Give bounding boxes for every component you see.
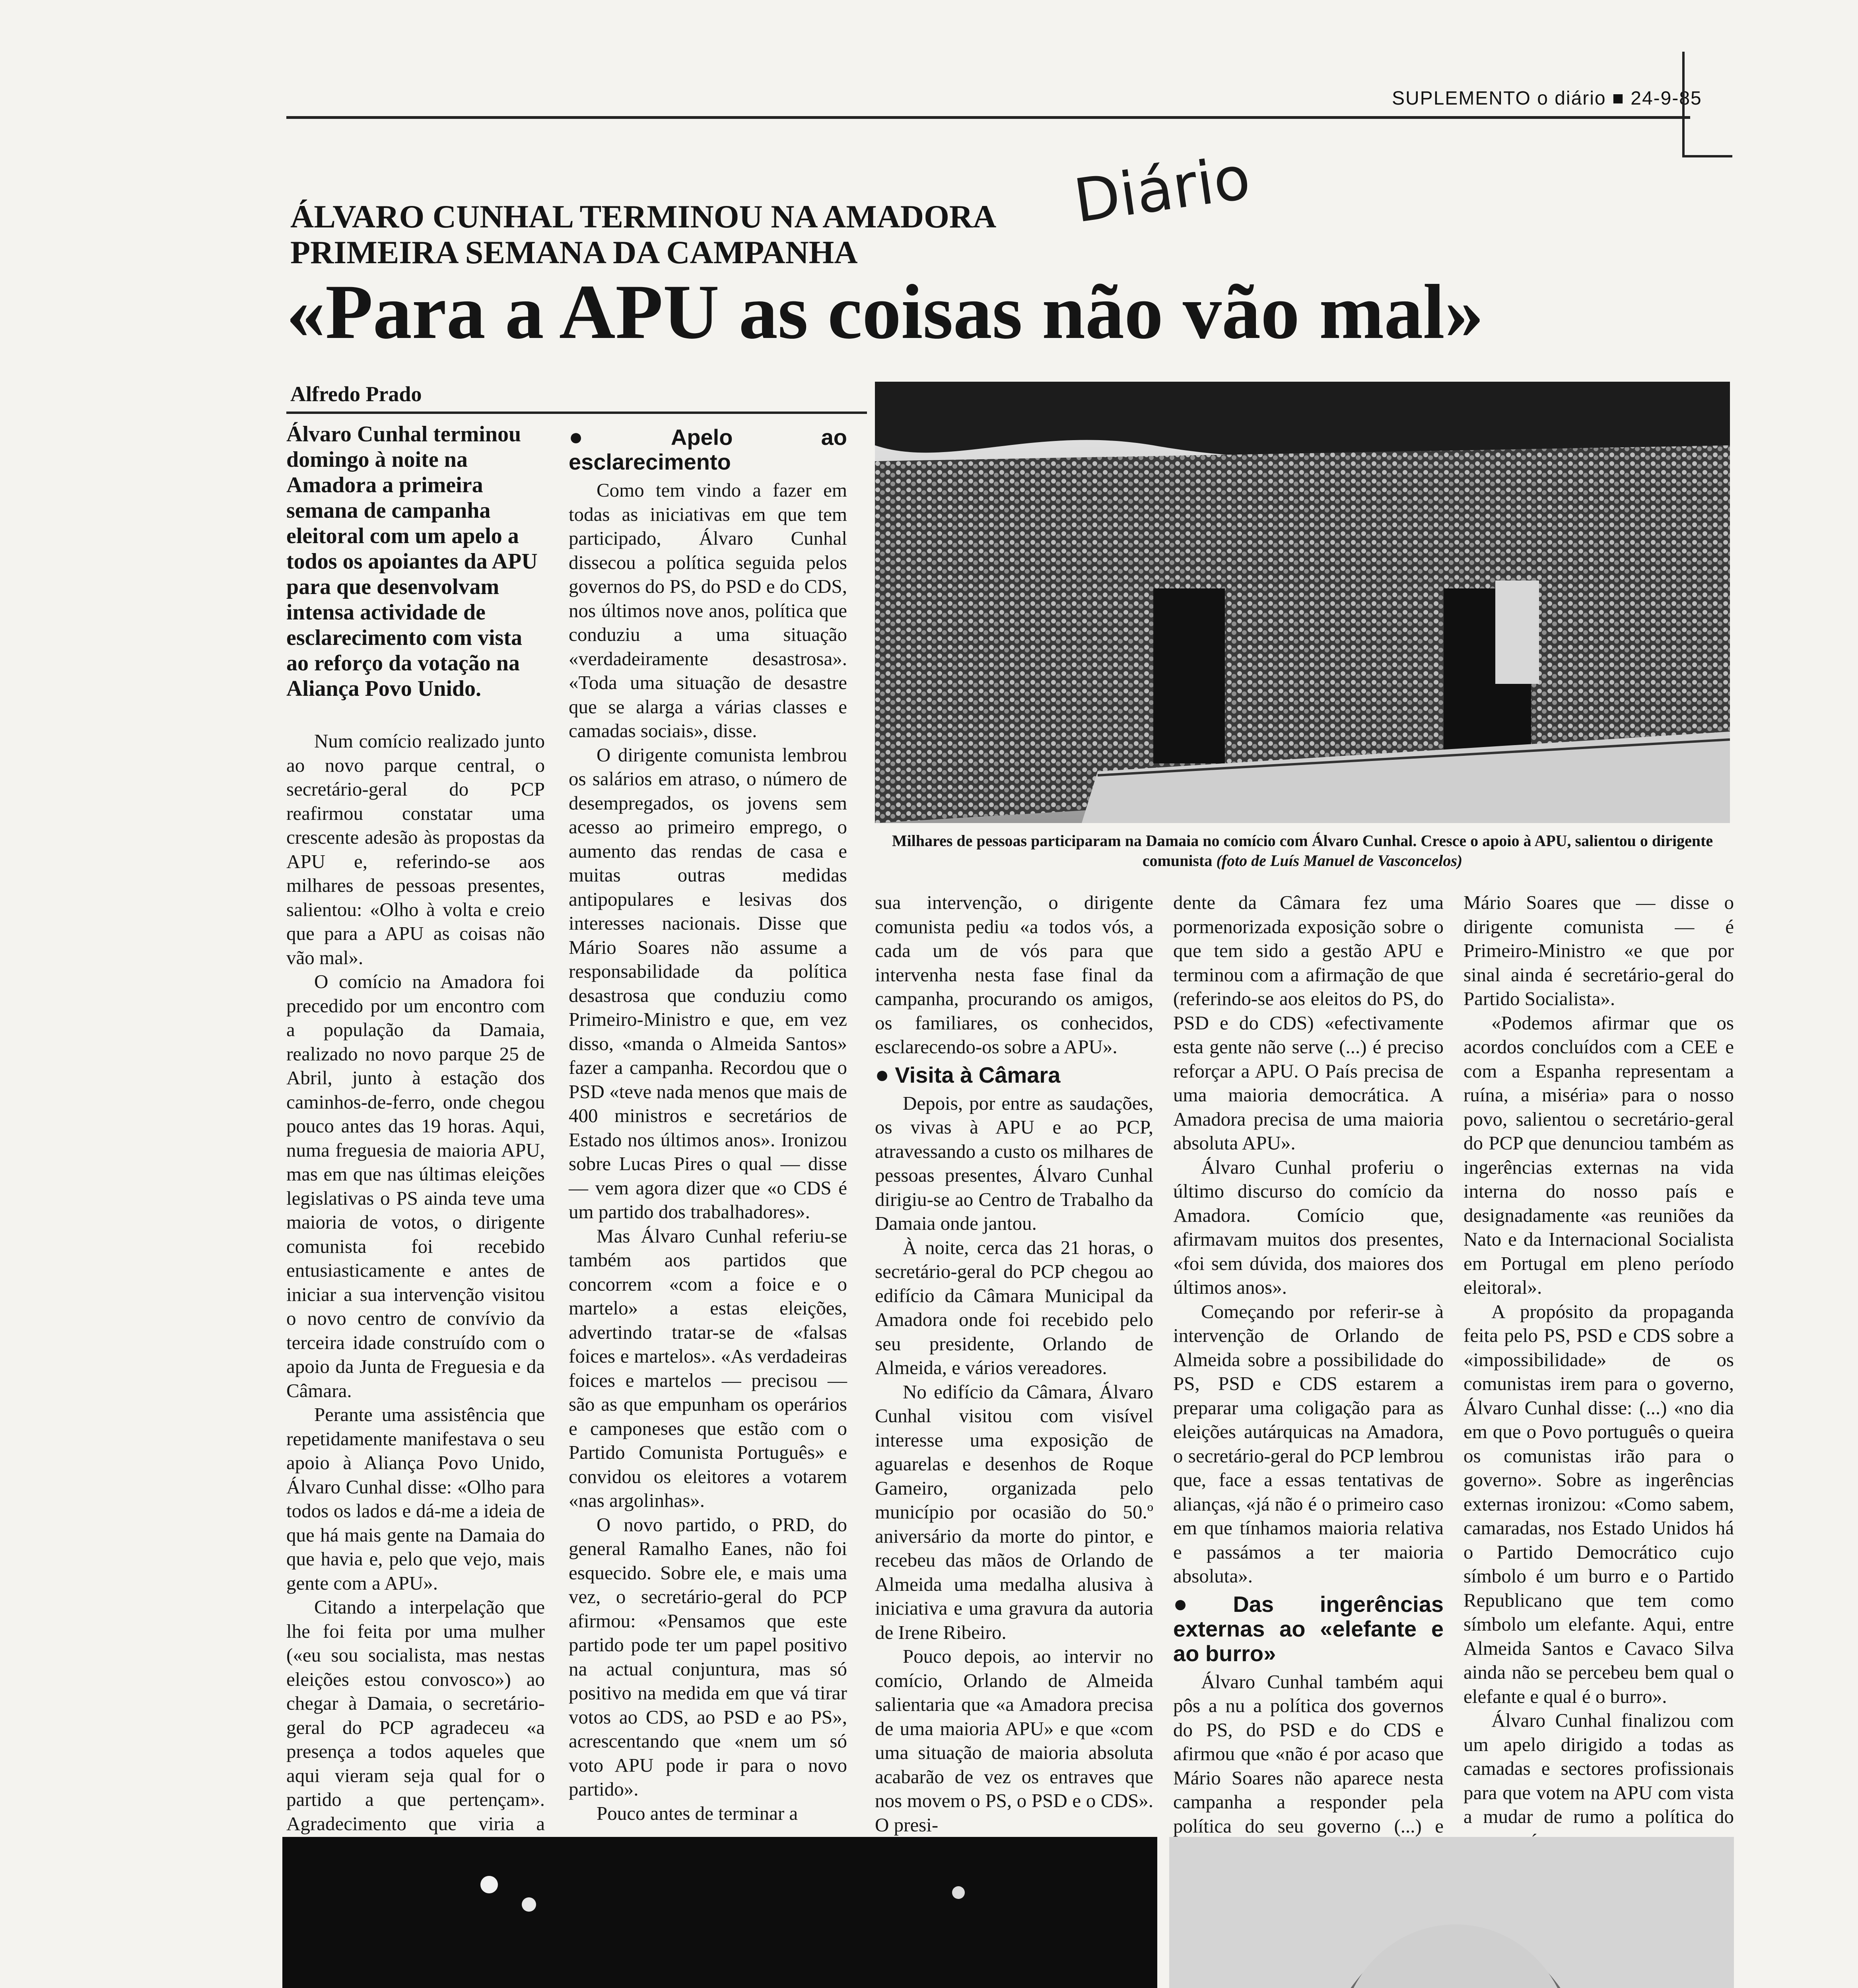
paragraph: O novo partido, o PRD, do general Ramalho Eanes, não foi esquecido. Sobre ele, e mais uma vez, o secretário-geral do PCP afirmou: «Pensamos que este partido pode ter um papel positivo na actual conjuntura, mas só positivo na medida em que vá tirar votos ao CDS, ao PSD e ao PS», acrescentando que «nem um só voto APU pode ir para o novo partido». [569, 1513, 847, 1800]
column-5 [1463, 891, 1734, 1853]
portrait-photo-graphic [1169, 1837, 1734, 1988]
paragraph: No edifício da Câmara, Álvaro Cunhal visitou com visível interesse uma exposição de aguarelas e desenhos de Roque Gameiro, organizada pelo município por ocasião do 50.º aniversário da morte do pintor, e recebeu das mãos de Orlando de Almeida uma medalha alusiva à iniciativa e uma gravura da autoria de Irene Ribeiro. [875, 1380, 1153, 1643]
paragraph: Como tem vindo a fazer em todas as iniciativas em que tem participado, Álvaro Cunhal dissecou a política seguida pelos governos do PS, do PSD e do CDS, nos últimos nove anos, política que conduziu a uma situação «verdadeiramente desastrosa». «Toda uma situação de desastre que se alarga a várias classes e camadas sociais», disse. [569, 479, 847, 742]
bullet-icon: ● [569, 423, 665, 450]
paragraph: Álvaro Cunhal proferiu o último discurso do comício da Amadora. Comício que, afirmavam muitos dos presentes, «foi sem dúvida, dos maiores dos últimos anos». [1173, 1156, 1444, 1298]
paragraph: «Podemos afirmar que os acordos concluídos com a CEE e com a Espanha representam a ruína, a miséria» para o nosso povo, salientou o secretário-geral do PCP que denunciou também as ingerências externas na vida interna do nosso país e designadamente «as reuniões da Nato e da Internacional Socialista em Portugal em pleno período eleitoral». [1463, 1011, 1734, 1298]
lead-paragraph: Álvaro Cunhal terminou domingo à noite na Amadora a primeira semana de campanha eleitoral com um apelo a todos os apoiantes da APU para que desenvolvam intensa actividade de esclarecimento com vista ao reforço da votação na Aliança Povo Unido. [286, 422, 538, 701]
column-2 [569, 421, 847, 1825]
subhead: ● Das ingerências externas ao «elefante e ao burro» [1173, 1590, 1444, 1666]
paragraph: Depois, por entre as saudações, os vivas à APU e ao PCP, atravessando a custo os milhares de pessoas presentes, Álvaro Cunhal dirigiu-se ao Centro de Trabalho da Damaia onde jantou. [875, 1092, 1153, 1234]
bullet-icon: ● [875, 1061, 890, 1088]
subhead: ● Apelo ao esclarecimento [569, 423, 847, 474]
column-4 [1173, 891, 1444, 1886]
handwritten-annotation: Diário [1070, 143, 1255, 237]
paragraph: Citando a interpelação que lhe foi feita por uma mulher («eu sou socialista, mas nestas eleições estou convosco») ao chegar à Damaia, o secretário-geral do PCP agradeceu «a presença a todos aqueles que aqui vieram seja qual for o partido a que pertençam». Agradecimento que viria a [286, 1596, 545, 1835]
byline-rule [286, 412, 867, 414]
header-rule [286, 116, 1690, 119]
photo-cunhal-amadora [282, 1837, 1157, 1988]
paragraph: Pouco depois, ao intervir no comício, Orlando de Almeida salientaria que «a Amadora precisa de uma maioria APU» e que «com uma situação de maioria absoluta acabarão de vez os entraves que nos movem o PS, o PSD e o CDS». O presi- [875, 1645, 1153, 1836]
crowd-photo-graphic [875, 382, 1730, 823]
subhead: ● Visita à Câmara [875, 1061, 1061, 1088]
paragraph: Pouco antes de terminar a [597, 1802, 798, 1824]
paragraph: Perante uma assistência que repetidamente manifestava o seu apoio à Aliança Povo Unido, Álvaro Cunhal disse: «Olho para todos os lados e dá-me a ideia de que há mais gente na Damaia do que havia e, pelo que vejo, mais gente com a APU». [286, 1404, 545, 1594]
masthead: SUPLEMENTO o diário ■ 24-9-85 [1392, 88, 1702, 109]
photo-crowd-damaia [875, 382, 1730, 823]
paragraph: Mário Soares que — disse o dirigente comunista — é Primeiro-Ministro «e que por sinal ainda é secretário-geral do Partido Socialista». [1463, 891, 1734, 1010]
headline: «Para a APU as coisas não vão mal» [286, 269, 1484, 355]
paragraph: O dirigente comunista lembrou os salários em atraso, o número de desempregados, os jovens sem acesso ao primeiro emprego, o aumento das rendas de casa e muitas outras medidas antipopulares e lesivas dos interesses nacionais. Disse que Mário Soares não assume a responsabilidade da política desastrosa que conduziu como Primeiro-Ministro e que, em vez disso, «manda o Almeida Santos» fazer a campanha. Recordou que o PSD «teve nada menos que mais de 400 ministros e secretários de Estado nos últimos anos». Ironizou sobre Lucas Pires o qual — disse — vem agora dizer que «o CDS é um partido dos trabalhadores». [569, 744, 847, 1223]
paragraph: Álvaro Cunhal finalizou com um apelo dirigido a todas as camadas e sectores profissionais para que votem na APU com vista a mudar de rumo a política do [1463, 1709, 1734, 1827]
column-3 [875, 891, 1153, 1837]
kicker-line-1: ÁLVARO CUNHAL TERMINOU NA AMADORA [290, 198, 997, 235]
bullet-icon: ● [1173, 1590, 1228, 1617]
paragraph: Começando por referir-se à intervenção de Orlando de Almeida sobre a possibilidade do PS, PSD e CDS estarem a preparar uma coligação para as eleições autárquicas na Amadora, o secretário-geral do PCP lembrou que, face a essas tentativas de alianças, «já não é o primeiro caso em que tínhamos maioria relativa e passámos a ter maioria absoluta». [1173, 1300, 1444, 1587]
paragraph: Num comício realizado junto ao novo parque central, o secretário-geral do PCP reafirmou constatar uma crescente adesão às propostas da APU e, referindo-se aos milhares de pessoas presentes, salientou: «Olho à volta e creio que para a APU as coisas não vão mal». [286, 730, 545, 969]
paragraph: dente da Câmara fez uma pormenorizada exposição sobre o que tem sido a gestão APU e terminou com a afirmação de que (referindo-se aos eleitos do PS, do PSD e do CDS) «efectivamente esta gente não serve (...) é preciso reforçar a APU. O País precisa de uma maioria democrática. A Amadora precisa de uma maioria absoluta APU». [1173, 891, 1444, 1154]
caption-top-photo: Milhares de pessoas participaram na Damaia no comício com Álvaro Cunhal. Cresce o apoio à APU, salientou o dirigente comunista (foto de Luís Manuel de Vasconcelos) [892, 832, 1713, 870]
paragraph: À noite, cerca das 21 horas, o secretário-geral do PCP chegou ao edifício da Câmara Municipal da Amadora onde foi recebido pelo seu presidente, Orlando de Almeida, e vários vereadores. [875, 1236, 1153, 1378]
rally-photo-graphic [282, 1837, 1157, 1988]
paragraph: A propósito da propaganda feita pelo PS, PSD e CDS sobre a «impossibilidade» de os comunistas irem para o governo, Álvaro Cunhal disse: (...) «no dia em que o Povo português o queira os comunistas irão para o governo». Sobre as ingerências externas ironizou: «Como sabem, camaradas, nos Estado Unidos há o Partido Democrático cujo símbolo é um burro e o Partido Republicano que tem como símbolo um elefante. Aqui, entre Almeida Santos e Cavaco Silva ainda não se percebeu bem qual o elefante e qual é o burro». [1463, 1300, 1734, 1707]
kicker-line-2: PRIMEIRA SEMANA DA CAMPANHA [290, 234, 858, 270]
paragraph: O comício na Amadora foi precedido por um encontro com a população da Damaia, realizado no novo parque 25 de Abril, junto à estação dos caminhos-de-ferro, onde chegou pouco antes das 19 horas. Aqui, numa freguesia de maioria APU, mas em que nas últimas eleições legislativas o PS ainda teve uma maioria de votos, o dirigente comunista foi recebido entusiasticamente e antes de iniciar a sua intervenção visitou o novo centro de convívio da terceira idade construído com o apoio da Junta de Freguesia e da Câmara. [286, 971, 545, 1402]
paragraph: Mas Álvaro Cunhal referiu-se também aos partidos que concorrem «com a foice e o martelo» a estas eleições, advertindo tratar-se de «falsas foices e martelos». «As verdadeiras foices e martelos — precisou — são as que empunham os operários e camponeses que estão com o Partido Comunista Português» e convidou os eleitores a votarem «nas argolinhas». [569, 1225, 847, 1511]
photo-orlando-de-almeida [1169, 1837, 1734, 1988]
paragraph: Álvaro Cunhal também aqui pôs a nu a política dos governos do PS, do PSD e do CDS e afirmou que «não é por acaso que Mário Soares não aparece nesta campanha a responder pela política do seu governo (...) e [1173, 1670, 1444, 1837]
paragraph: sua intervenção, o dirigente comunista pediu «a todos vós, a cada um de vós para que intervenha nesta fase final da campanha, procurando os amigos, os familiares, os conhecidos, esclarecendo-os sobre a APU». [875, 891, 1153, 1058]
page-corner-mark [1682, 52, 1732, 157]
byline: Alfredo Prado [290, 382, 422, 406]
column-1 [286, 421, 545, 1860]
